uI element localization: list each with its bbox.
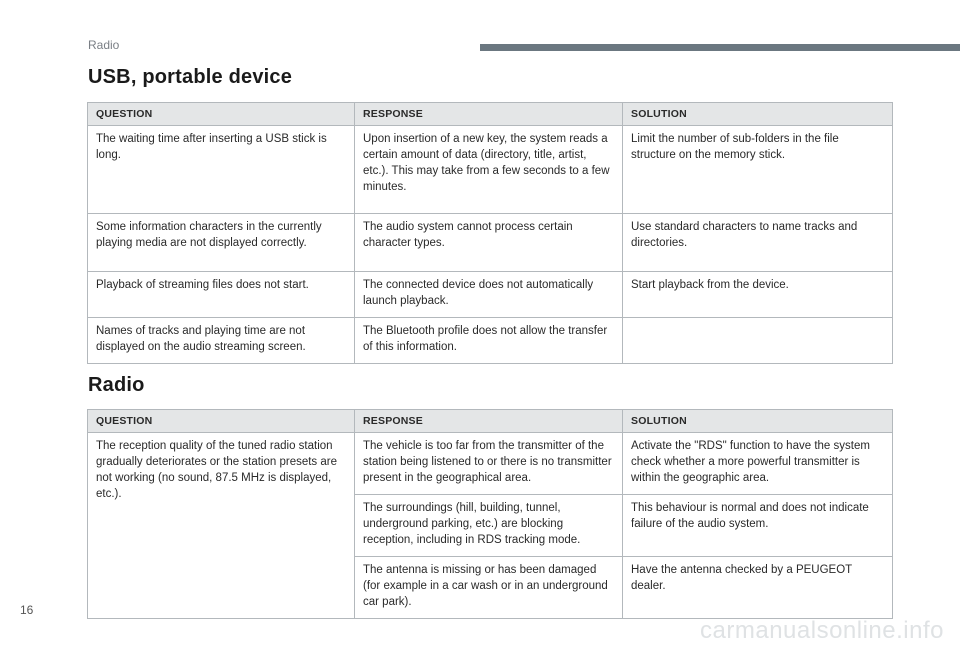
- header-bar: [480, 44, 960, 51]
- page-number: 16: [20, 603, 34, 617]
- question-cell: The waiting time after inserting a USB stick is long.: [88, 126, 355, 214]
- solution-cell: [623, 318, 893, 364]
- column-header-response: RESPONSE: [355, 410, 623, 433]
- table-header-row: [88, 103, 893, 126]
- radio-troubleshooting-table: [87, 409, 893, 619]
- column-header-question: QUESTION: [88, 410, 355, 433]
- table-row: [88, 126, 893, 214]
- question-cell: Names of tracks and playing time are not displayed on the audio streaming screen.: [88, 318, 355, 364]
- solution-cell: This behaviour is normal and does not indicate failure of the audio system.: [623, 495, 893, 557]
- response-cell: The Bluetooth profile does not allow the transfer of this information.: [355, 318, 623, 364]
- section-header-label: Radio: [88, 38, 120, 52]
- table-row: [88, 272, 893, 318]
- solution-cell: Have the antenna checked by a PEUGEOT dealer.: [623, 557, 893, 619]
- question-cell: Playback of streaming files does not start.: [88, 272, 355, 318]
- response-cell: The audio system cannot process certain character types.: [355, 214, 623, 272]
- column-header-solution: SOLUTION: [623, 103, 893, 126]
- radio-section-title: Radio: [88, 374, 145, 396]
- response-cell: The vehicle is too far from the transmitter of the station being listened to or there is no transmitter present in the geographical area.: [355, 433, 623, 495]
- solution-cell: Activate the "RDS" function to have the system check whether a more powerful transmitter is within the geographic area.: [623, 433, 893, 495]
- question-cell: Some information characters in the currently playing media are not displayed correctly.: [88, 214, 355, 272]
- watermark: carmanualsonline.info: [700, 617, 944, 644]
- table-row: [88, 318, 893, 364]
- usb-section-title: USB, portable device: [88, 66, 293, 88]
- table-header-row: [88, 410, 893, 433]
- response-cell: The antenna is missing or has been damaged (for example in a car wash or in an underground car park).: [355, 557, 623, 619]
- response-cell: The surroundings (hill, building, tunnel, underground parking, etc.) are blocking reception, including in RDS tracking mode.: [355, 495, 623, 557]
- response-cell: The connected device does not automatically launch playback.: [355, 272, 623, 318]
- response-cell: Upon insertion of a new key, the system reads a certain amount of data (directory, title, artist, etc.). This may take from a few seconds to a few minutes.: [355, 126, 623, 214]
- column-header-response: RESPONSE: [355, 103, 623, 126]
- table-row: [88, 214, 893, 272]
- usb-troubleshooting-table: [87, 102, 893, 364]
- table-row: [88, 433, 893, 495]
- column-header-question: QUESTION: [88, 103, 355, 126]
- solution-cell: Start playback from the device.: [623, 272, 893, 318]
- question-cell: The reception quality of the tuned radio station gradually deteriorates or the station presets are not working (no sound, 87.5 MHz is displayed, etc.).: [88, 433, 355, 619]
- solution-cell: Limit the number of sub-folders in the file structure on the memory stick.: [623, 126, 893, 214]
- column-header-solution: SOLUTION: [623, 410, 893, 433]
- solution-cell: Use standard characters to name tracks and directories.: [623, 214, 893, 272]
